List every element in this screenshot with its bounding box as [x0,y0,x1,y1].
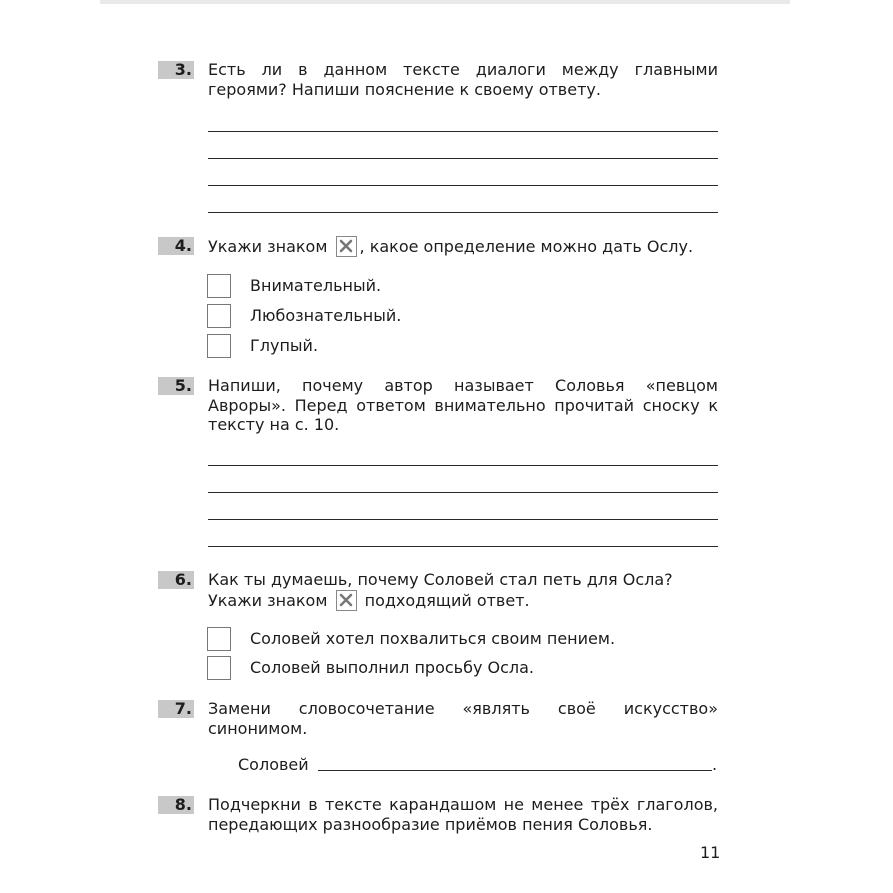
question-number: 3. [158,61,194,79]
answer-line[interactable] [208,519,718,520]
page-number: 11 [700,843,721,862]
answer-line[interactable] [208,465,718,466]
option-label: Соловей хотел похвалиться своим пением. [250,629,616,648]
answer-line[interactable] [208,131,718,132]
question-text [208,570,718,611]
x-mark-icon [336,236,357,257]
answer-line[interactable] [208,546,718,547]
question-text [208,236,718,257]
option-label: Глупый. [250,336,319,355]
answer-checkbox[interactable] [207,627,231,651]
question-number: 6. [158,571,194,589]
question-number: 7. [158,700,194,718]
answer-checkbox[interactable] [207,656,231,680]
question-text-line1: Как ты думаешь, почему Соловей стал петь для Осла? [208,570,673,589]
question-number: 8. [158,796,194,814]
question-text: Замени словосочетание «являть своё искусство» синонимом. [208,699,718,738]
answer-line[interactable] [208,185,718,186]
top-edge-bar [100,0,790,4]
answer-checkbox[interactable] [207,304,231,328]
question-text-before: Укажи знаком [208,236,328,256]
option-label: Соловей выполнил просьбу Осла. [250,658,535,677]
answer-line[interactable] [208,158,718,159]
question-number: 5. [158,377,194,395]
question-text-after: подходящий ответ. [364,590,530,610]
answer-line[interactable] [208,212,718,213]
x-mark-icon [336,590,357,611]
fill-label: Соловей [238,755,309,774]
answer-line[interactable] [208,492,718,493]
answer-checkbox[interactable] [207,274,231,298]
fill-end: . [712,755,718,774]
question-text: Напиши, почему автор называет Соловья «певцом Авроры». Перед ответом внимательно прочитай сноску к тексту на с. 10. [208,376,718,434]
fill-in-answer[interactable] [238,755,718,777]
question-text: Подчеркни в тексте карандашом не менее трёх глаголов, передающих разнообразие приёмов пения Соловья. [208,795,718,834]
question-text-line2 [208,590,718,611]
answer-checkbox[interactable] [207,334,231,358]
option-label: Внимательный. [250,276,382,295]
question-number: 4. [158,237,194,255]
question-text-before: Укажи знаком [208,590,328,610]
question-text: Есть ли в данном тексте диалоги между главными героями? Напиши пояснение к своему ответу. [208,60,718,99]
option-label: Любознательный. [250,306,402,325]
question-text-after: , какое определение можно дать Ослу. [359,236,694,256]
fill-line[interactable] [318,770,712,771]
